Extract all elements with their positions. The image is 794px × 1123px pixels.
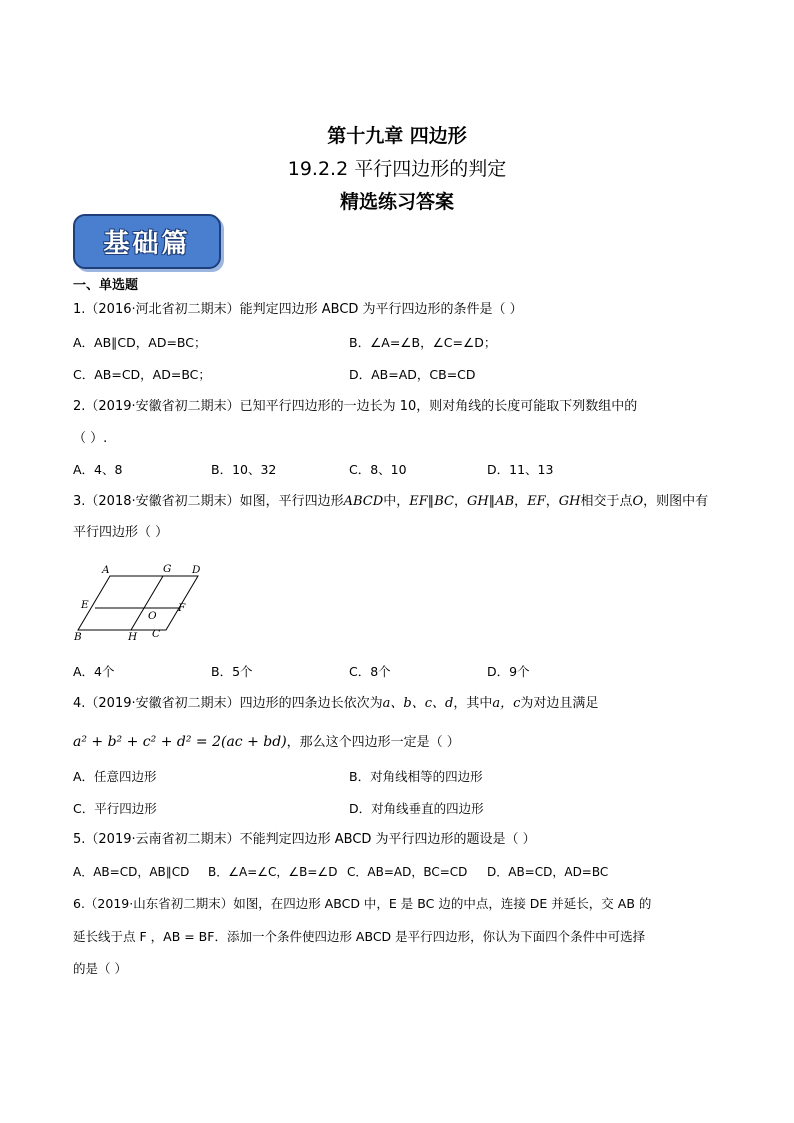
q4-option-a: A．任意四边形	[73, 769, 157, 784]
question-5: 5.（2019·云南省初二期末）不能判定四边形 ABCD 为平行四边形的题设是（ ）	[73, 832, 536, 847]
segment-gh	[131, 576, 163, 630]
q3-var-gh2: GH	[558, 494, 581, 509]
q5-option-c: C．AB=AD，BC=CD	[347, 865, 468, 879]
q2-option-c: C．8、10	[349, 462, 407, 477]
label-e: E	[81, 599, 89, 611]
q3-comma-3: ，	[545, 494, 559, 509]
question-6-line-3: 的是（ ）	[73, 961, 127, 976]
q3-comma-1: ，	[453, 494, 467, 509]
q3-par-2: ∥	[488, 494, 496, 509]
q1-option-a: A．AB∥CD，AD=BC；	[73, 335, 207, 350]
q3-option-a: A．4个	[73, 664, 115, 679]
q1-option-b: B．∠A=∠B，∠C=∠D；	[349, 335, 497, 350]
q3-text-mid: 中，	[383, 494, 410, 509]
question-6-line-1: 6.（2019·山东省初二期末）如图，在四边形 ABCD 中，E 是 BC 边的中点，连接 DE 并延长，交 AB 的	[73, 896, 652, 911]
q4-option-d: D．对角线垂直的四边形	[349, 801, 484, 816]
q3-text-tail2: ，则图中有	[643, 494, 709, 509]
q4-option-b: B．对角线相等的四边形	[349, 769, 483, 784]
badge-label: 基础篇	[103, 229, 191, 259]
q2-option-b: B．10、32	[211, 462, 277, 477]
question-1: 1.（2016·河北省初二期末）能判定四边形 ABCD 为平行四边形的条件是（ ）	[73, 302, 523, 317]
chapter-title: 第十九章 四边形	[327, 125, 467, 147]
q5-option-d: D．AB=CD，AD=BC	[487, 865, 609, 879]
q4-formula-tail: ，那么这个四边形一定是（ ）	[286, 735, 460, 750]
q4-formula-line	[73, 731, 460, 750]
q3-comma-2: ，	[514, 494, 528, 509]
question-2-cont: （ ）.	[73, 431, 108, 446]
section-title: 19.2.2 平行四边形的判定	[287, 158, 507, 180]
label-d: D	[192, 564, 201, 576]
question-6-line-2: 延长线于点 F ，AB = BF．添加一个条件使四边形 ABCD 是平行四边形，你认为下面四个条件中可选择	[73, 929, 646, 944]
label-b: B	[74, 631, 82, 643]
q4-option-c: C．平行四边形	[73, 801, 157, 816]
q3-text-a: 3.（2018·安徽省初二期末）如图，平行四边形	[73, 494, 344, 509]
q4-formula: a² + b² + c² + d² = 2(ac + bd)	[73, 734, 287, 750]
q3-option-c: C．8个	[349, 664, 391, 679]
q3-var-ab: AB	[495, 494, 515, 509]
question-4	[73, 695, 598, 713]
q3-var-abcd: ABCD	[343, 494, 384, 509]
q3-option-d: D．9个	[487, 664, 530, 679]
q2-option-a: A．4、8	[73, 462, 123, 477]
q4-text-mid: ，其中	[453, 696, 493, 711]
q4-text-tail: 为对边且满足	[520, 696, 599, 711]
q2-option-d: D．11、13	[487, 462, 554, 477]
q4-text-a: 4.（2019·安徽省初二期末）四边形的四条边长依次为	[73, 696, 383, 711]
q4-vars: a、b、c、d	[382, 696, 454, 711]
q5-option-a: A．AB=CD，AB∥CD	[73, 865, 190, 879]
subtitle: 精选练习答案	[339, 191, 454, 213]
label-a: A	[102, 564, 110, 576]
q3-var-bc: BC	[434, 494, 454, 509]
q5-option-b: B．∠A=∠C，∠B=∠D	[208, 865, 338, 879]
q1-option-c: C．AB=CD，AD=BC；	[73, 367, 211, 382]
q3-var-o: O	[632, 494, 644, 509]
q3-par-1: ∥	[427, 494, 435, 509]
section-heading: 一、单选题	[73, 278, 139, 293]
label-g: G	[163, 563, 172, 575]
label-c: C	[152, 628, 161, 640]
q4-var-ac: a，c	[492, 696, 521, 711]
q3-option-b: B．5个	[211, 664, 253, 679]
basic-section-badge	[73, 214, 221, 269]
label-f: F	[178, 602, 186, 614]
q1-option-d: D．AB=AD，CB=CD	[349, 367, 476, 382]
q3-text-tail: 相交于点	[580, 494, 633, 509]
label-h: H	[128, 631, 138, 643]
q3-var-gh: GH	[466, 494, 489, 509]
label-o: O	[148, 610, 157, 622]
question-2: 2.（2019·安徽省初二期末）已知平行四边形的一边长为 10，则对角线的长度可能取下列数组中的	[73, 399, 638, 414]
question-3	[73, 493, 708, 511]
q3-var-ef2: EF	[527, 494, 546, 509]
q3-var-ef: EF	[409, 494, 428, 509]
parallelogram-figure	[70, 560, 210, 645]
question-3-cont: 平行四边形（ ）	[73, 525, 169, 540]
